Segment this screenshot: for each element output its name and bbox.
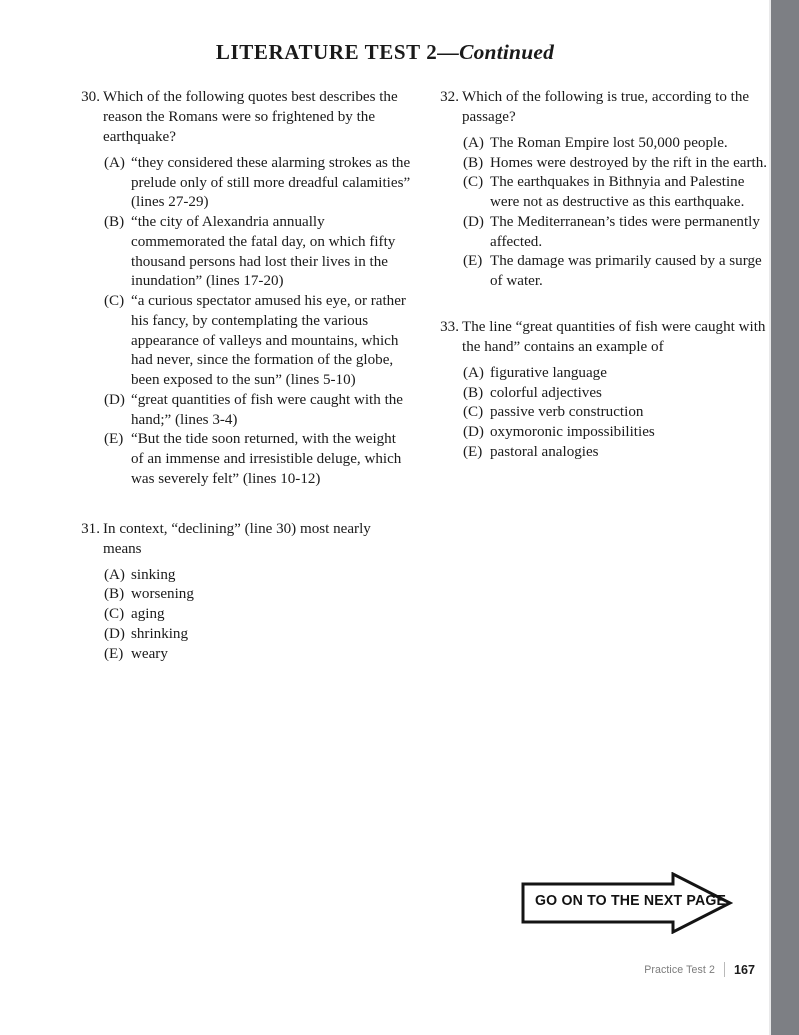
choice-33-a-text: figurative language [490,364,607,381]
question-31-choices [76,566,411,665]
question-31-stem: In context, “declining” (line 30) most nearly means [103,520,371,557]
choice-33-e-text: pastoral analogies [490,443,599,460]
footer-test-label: Practice Test 2 [644,963,715,976]
choice-31-a-text: sinking [131,566,176,583]
page-title-main: LITERATURE TEST 2 [215,40,438,64]
right-column [435,88,770,682]
question-33-stem: The line “great quantities of fish were caught with the hand” contains an example of [462,318,766,355]
choice-33-d-letter: (D) [463,424,484,441]
question-32-stem-row [435,88,770,128]
choice-30-a-letter: (A) [104,154,125,171]
choice-33-a-letter: (A) [463,364,484,381]
choice-32-a[interactable] [463,134,770,154]
page-title-continued: Continued [459,40,555,64]
choice-31-a-letter: (A) [104,566,125,583]
choice-31-d-text: shrinking [131,625,189,642]
question-30-stem-row [76,88,411,148]
choice-30-a-text: “they considered these alarming strokes as the prelude only of still more dreadful calamities” (lines 27-29) [131,154,411,211]
choice-33-d-text: oxymoronic impossibilities [490,424,655,441]
choice-30-b[interactable] [104,213,411,292]
question-33 [435,318,770,463]
choice-30-e[interactable] [104,430,411,489]
choice-31-b[interactable] [104,585,411,605]
question-32-choices [435,134,770,292]
choice-31-d-letter: (D) [104,625,125,642]
choice-32-b-text: Homes were destroyed by the rift in the earth. [490,154,768,171]
choice-30-c-letter: (C) [104,293,125,310]
footer-page-number: 167 [733,962,755,977]
page-edge-gutter [771,0,799,1035]
choice-30-e-text: “But the tide soon returned, with the weight of an immense and irresistible deluge, which was severely felt” (lines 10-12) [131,431,402,488]
go-on-banner [521,872,733,934]
choice-30-b-letter: (B) [104,214,125,231]
choice-33-b-text: colorful adjectives [490,384,602,401]
choice-32-e-letter: (E) [463,253,483,270]
choice-33-c[interactable] [463,403,770,423]
choice-31-b-letter: (B) [104,586,125,603]
choice-30-d-text: “great quantities of fish were caught with the hand;” (lines 3-4) [131,391,404,428]
page-title [0,40,770,65]
choice-32-d-letter: (D) [463,213,484,230]
choice-30-b-text: “the city of Alexandria annually commemorated the fatal day, on which fifty thousand persons had lost their lives in the inundation” (lines 17-20) [131,214,396,290]
choice-30-d-letter: (D) [104,391,125,408]
choice-33-c-letter: (C) [463,404,484,421]
choice-31-c-letter: (C) [104,606,125,623]
choice-30-c[interactable] [104,292,411,391]
choice-32-c-letter: (C) [463,174,484,191]
choice-32-a-text: The Roman Empire lost 50,000 people. [490,134,728,151]
choice-31-e-text: weary [131,645,168,662]
choice-31-c[interactable] [104,605,411,625]
choice-31-d[interactable] [104,625,411,645]
choice-32-a-letter: (A) [463,134,484,151]
question-33-stem-row [435,318,770,358]
question-33-choices [435,364,770,463]
choice-30-d[interactable] [104,391,411,431]
question-columns [0,88,770,682]
choice-33-e-letter: (E) [463,443,483,460]
choice-32-e[interactable] [463,252,770,292]
choice-32-d-text: The Mediterranean’s tides were permanently affected. [490,213,760,250]
choice-33-d[interactable] [463,423,770,443]
choice-30-e-letter: (E) [104,431,124,448]
question-33-number: 33. [440,318,459,335]
left-column [76,88,411,682]
footer-divider [724,962,725,977]
page-title-dash: — [437,40,460,64]
choice-32-e-text: The damage was primarily caused by a surge of water. [490,253,762,290]
choice-30-a[interactable] [104,154,411,213]
question-31-number: 31. [81,520,100,537]
choice-31-a[interactable] [104,566,411,586]
question-31-stem-row [76,520,411,560]
page-footer [644,962,755,977]
choice-31-e[interactable] [104,645,411,665]
choice-32-d[interactable] [463,213,770,253]
choice-33-c-text: passive verb construction [490,404,644,421]
choice-32-b[interactable] [463,154,770,174]
question-30 [76,88,411,490]
choice-32-b-letter: (B) [463,154,484,171]
choice-33-b[interactable] [463,384,770,404]
choice-31-c-text: aging [131,606,165,623]
question-31 [76,520,411,665]
question-30-choices [76,154,411,490]
choice-32-c-text: The earthquakes in Bithnyia and Palestine were not as destructive as this earthquake. [490,174,745,211]
question-30-number: 30. [81,89,100,105]
choice-30-c-text: “a curious spectator amused his eye, or rather his fancy, by contemplating the various appearance of valleys and mountains, which had never, since the formation of the globe, been exposed to the sun” (lines 5-10) [131,293,406,389]
question-32-stem: Which of the following is true, according to the passage? [462,89,750,125]
choice-32-c[interactable] [463,173,770,213]
question-32 [435,88,770,292]
choice-33-b-letter: (B) [463,384,484,401]
go-on-banner-label: GO ON TO THE NEXT PAGE [535,892,727,909]
question-30-stem: Which of the following quotes best describes the reason the Romans were so frightened by the earthquake? [103,89,398,145]
choice-33-e[interactable] [463,443,770,463]
choice-31-e-letter: (E) [104,645,124,662]
question-32-number: 32. [440,89,459,105]
choice-31-b-text: worsening [131,586,194,603]
choice-33-a[interactable] [463,364,770,384]
